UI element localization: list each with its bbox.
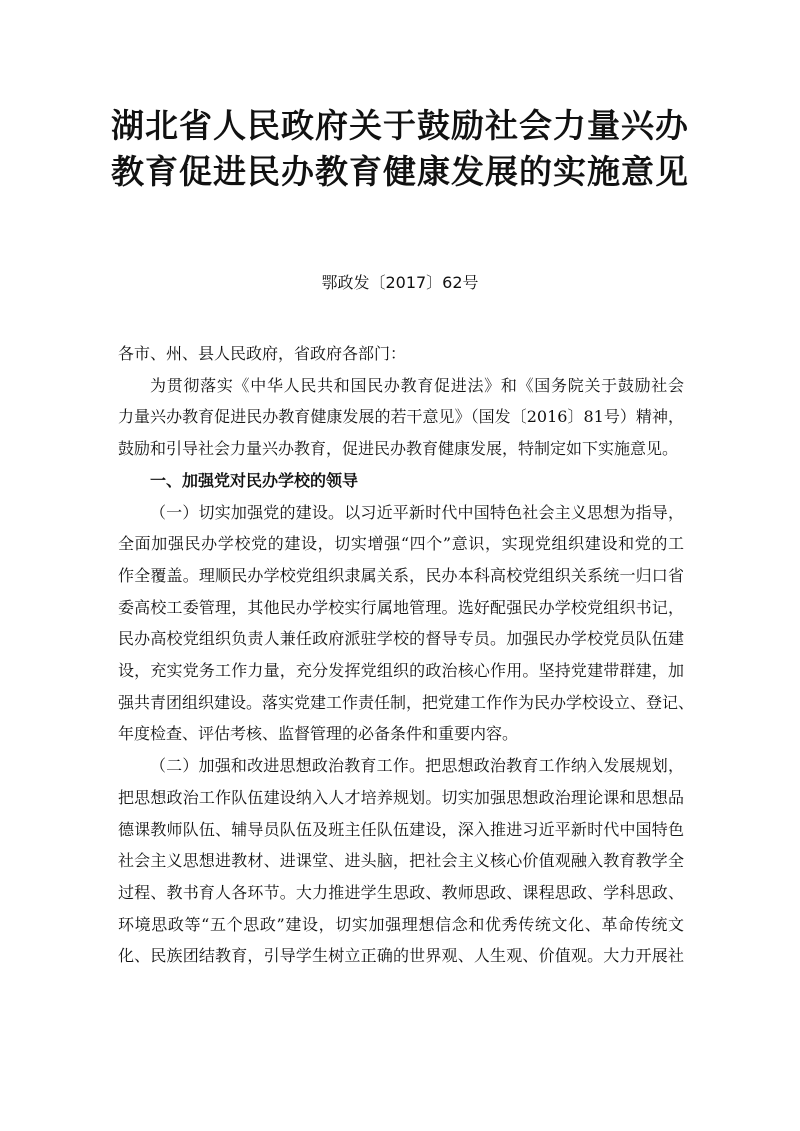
paragraph-party-building	[118, 497, 695, 751]
paragraph-ideological-education	[118, 750, 684, 972]
paragraph-line: 化、民族团结教育，引导学生树立正确的世界观、人生观、价值观。大力开展社	[118, 946, 684, 966]
paragraph-line: 作全覆盖。理顺民办学校党组织隶属关系，民办本科高校党组织关系统一归口省	[118, 565, 684, 585]
document-body	[118, 338, 695, 972]
document-title-line-1: 湖北省人民政府关于鼓励社会力量兴办	[111, 106, 689, 145]
paragraph-line: 强共青团组织建设。落实党建工作责任制，把党建工作作为民办学校设立、登记、	[118, 692, 695, 712]
document-title-line-2: 教育促进民办教育健康发展的实施意见	[111, 152, 689, 191]
paragraph-line: 把思想政治工作队伍建设纳入人才培养规划。切实加强思想政治理论课和思想品	[118, 787, 684, 807]
paragraph-line: 年度检查、评估考核、监督管理的必备条件和重要内容。	[118, 724, 519, 744]
paragraph-line: （一）切实加强党的建设。以习近平新时代中国特色社会主义思想为指导，	[150, 502, 684, 522]
salutation: 各市、州、县人民政府，省政府各部门：	[118, 344, 407, 363]
intro-line: 力量兴办教育促进民办教育健康发展的若干意见》（国发〔2016〕81号）精神，	[118, 407, 684, 427]
document-number: 鄂政发〔2017〕62号	[321, 273, 479, 292]
paragraph-line: 民办高校党组织负责人兼任政府派驻学校的督导专员。加强民办学校党员队伍建	[118, 629, 684, 649]
paragraph-line: 设，充实党务工作力量，充分发挥党组织的政治核心作用。坚持党建带群建，加	[118, 661, 684, 681]
paragraph-line: 社会主义思想进教材、进课堂、进头脑，把社会主义核心价值观融入教育教学全	[118, 851, 684, 871]
intro-line: 为贯彻落实《中华人民共和国民办教育促进法》和《国务院关于鼓励社会	[150, 375, 684, 395]
paragraph-line: 全面加强民办学校党的建设，切实增强“四个”意识，实现党组织建设和党的工	[118, 534, 684, 554]
intro-line: 鼓励和引导社会力量兴办教育，促进民办教育健康发展，特制定如下实施意见。	[118, 439, 679, 459]
paragraph-line: 环境思政等“五个思政”建设，切实加强理想信念和优秀传统文化、革命传统文	[118, 914, 684, 934]
section-heading: 一、加强党对民办学校的领导	[150, 470, 359, 490]
paragraph-line: （二）加强和改进思想政治教育工作。把思想政治教育工作纳入发展规划，	[150, 756, 684, 776]
paragraph-line: 过程、教书育人各环节。大力推进学生思政、教师思政、课程思政、学科思政、	[118, 882, 684, 902]
paragraph-line: 委高校工委管理，其他民办学校实行属地管理。选好配强民办学校党组织书记，	[118, 597, 684, 617]
intro-paragraph	[118, 370, 684, 465]
paragraph-line: 德课教师队伍、辅导员队伍及班主任队伍建设，深入推进习近平新时代中国特色	[118, 819, 684, 839]
